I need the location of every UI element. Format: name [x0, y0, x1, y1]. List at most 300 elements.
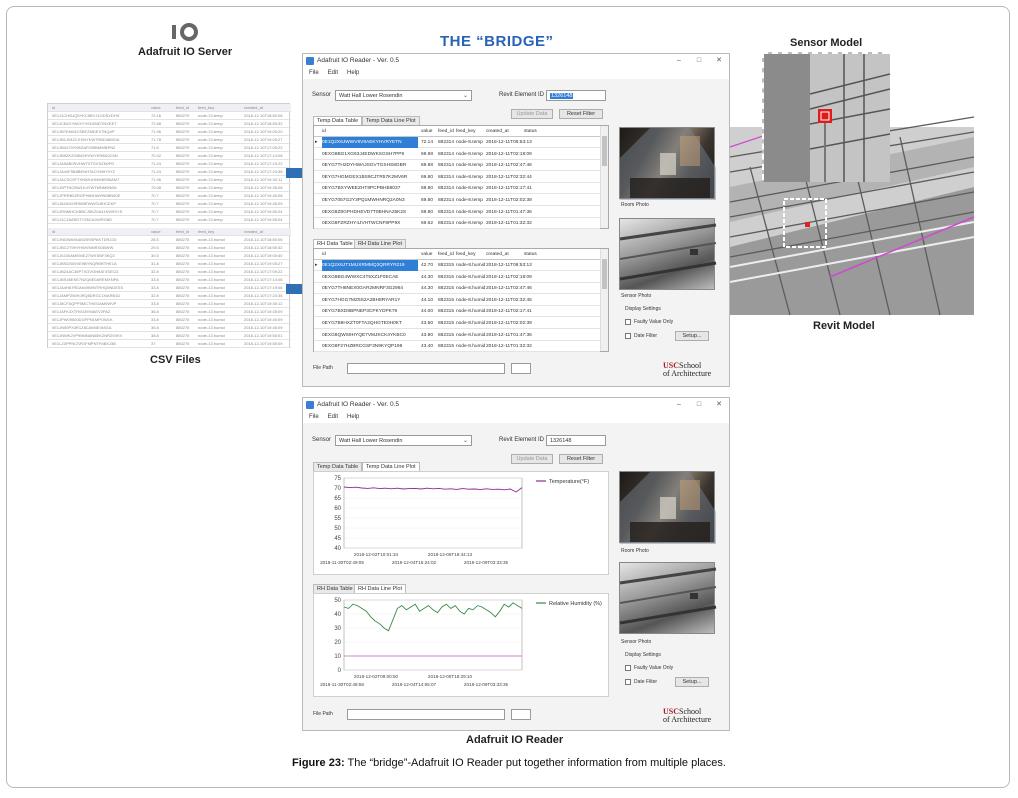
grid-cell[interactable]: 882314	[438, 163, 455, 169]
grid-cell[interactable]: node-8.temp	[456, 174, 483, 180]
table-row[interactable]	[314, 218, 600, 229]
csv-cell: 880270	[176, 145, 190, 150]
csv-row	[48, 300, 291, 308]
csv-cell: 0E1JA44F5B8BENHTAOYM9Y0YZ	[52, 169, 116, 174]
window-title: Adafruit IO Reader - Ver. 0.5	[317, 57, 400, 64]
grid-cell[interactable]: 43.50	[421, 321, 434, 326]
update-data-button[interactable]: Update Data	[511, 109, 553, 119]
grid-cell[interactable]: 2018-12-11T06:53:13	[486, 263, 532, 268]
csv-cell: 71.24	[151, 169, 162, 174]
scrollbar-thumb[interactable]	[602, 259, 607, 289]
table-row[interactable]	[314, 330, 600, 341]
date-filter-checkbox[interactable]	[625, 333, 631, 339]
csv-cell: 2018-12-10T17:24:38	[244, 169, 283, 174]
tab-rh-table[interactable]: RH Data Table	[313, 239, 357, 249]
reset-filter-button[interactable]: Reset Filter	[559, 109, 603, 119]
minimize-icon[interactable]: –	[677, 57, 681, 64]
csv-cell: node-13.humid	[198, 333, 225, 338]
csv-cell: 0E1JBZ4AC36PTXGVGN9AT4SECD	[52, 269, 119, 274]
grid-header-cell[interactable]: feed_key	[456, 252, 476, 257]
grid-cell[interactable]: 0EXG8BG1XG63J4EDWKSGSH7PP9	[322, 151, 405, 157]
csv-cell: 880270	[176, 129, 190, 134]
grid-cell[interactable]: 69.62	[421, 221, 434, 227]
grid-cell[interactable]: 69.80	[421, 198, 434, 203]
csv-cell: node-13.humid	[198, 301, 225, 306]
csv-cell: 2018-12-10T19:45:09	[244, 201, 283, 206]
csv-cell: 0E1J8CFAQPP5MCTHEGAM0WVP	[52, 301, 117, 306]
csv-cell: 2018-12-10T18:50:06	[244, 237, 283, 242]
csv-cell: 0E1JAFK3XTR0G8YMAEV2PA2	[52, 309, 111, 314]
menu-edit[interactable]: Edit	[327, 70, 339, 76]
grid-cell[interactable]: node-8.humid	[456, 263, 486, 268]
grid-cell[interactable]: node-8.temp	[456, 140, 483, 145]
grid-header-cell[interactable]: feed_id	[438, 252, 454, 257]
grid-cell[interactable]: 2018-12-11T02:17:41	[486, 309, 532, 315]
grid-cell[interactable]: node-8.temp	[456, 198, 483, 203]
date-filter-checkbox[interactable]	[625, 679, 631, 685]
grid-cell[interactable]: 69.98	[421, 163, 434, 169]
grid-cell[interactable]: 882314	[438, 198, 455, 203]
grid-cell[interactable]: 882315	[438, 309, 455, 315]
csv-cell: 70.7	[151, 201, 159, 206]
grid-cell[interactable]: node-8.humid	[456, 286, 486, 292]
table-row[interactable]	[314, 306, 600, 317]
room-photo	[619, 471, 715, 543]
grid-cell[interactable]: 43.90	[421, 332, 434, 338]
csv-row	[48, 112, 291, 120]
csv-cell: node-13.temp	[198, 161, 223, 166]
csv-files-label: CSV Files	[150, 354, 201, 366]
grid-cell[interactable]: 882315	[438, 321, 455, 326]
csv-cell: 2018-12-10T19:50:24	[244, 209, 283, 214]
csv-cell: 2018-12-10T17:09:22	[244, 269, 283, 274]
csv-cell: node-13.humid	[198, 261, 225, 266]
grid-cell[interactable]: 882314	[438, 186, 455, 192]
csv-cell: node-13.humid	[198, 285, 225, 290]
grid-cell[interactable]: 882315	[438, 274, 455, 280]
csv-cell: 70.7	[151, 209, 159, 214]
csv-cell: 2018-12-10T19:30:12	[244, 301, 283, 306]
table-row[interactable]	[314, 183, 600, 194]
csv-row	[48, 136, 291, 144]
grid-cell[interactable]: 44.00	[421, 309, 434, 315]
usc-logo-arch: of Architecture	[663, 369, 712, 378]
csv-cell: node-13.temp	[198, 145, 223, 150]
temp-data-grid[interactable]	[313, 125, 609, 229]
grid-scrollbar[interactable]	[600, 249, 608, 351]
csv-cell: 28.5	[151, 237, 159, 242]
caption-text: The “bridge”-Adafruit IO Reader put together information from multiple places.	[344, 757, 726, 769]
grid-cell[interactable]: 882314	[438, 209, 455, 215]
usc-logo-school: School	[679, 361, 702, 370]
grid-cell[interactable]: 2018-12-11T06:53:13	[486, 140, 532, 145]
browse-field[interactable]	[511, 363, 531, 374]
csv-cell: 70.7	[151, 217, 159, 222]
csv-cell: 880275	[176, 269, 190, 274]
x-tick-label: 2018-12-02T09:00:50	[353, 674, 399, 679]
scrollbar-thumb[interactable]	[602, 136, 607, 166]
csv-cell: 72.58	[151, 121, 162, 126]
grid-cell[interactable]: 44.30	[421, 286, 434, 292]
grid-cell[interactable]: 882314	[438, 221, 455, 227]
legend-label: Relative Humidity (%)	[549, 601, 602, 607]
grid-cell[interactable]: 69.80	[421, 209, 434, 215]
csv-cell: 2018-12-10T17:09:22	[244, 145, 283, 150]
sensor-label: Sensor	[312, 437, 332, 443]
app-icon	[306, 57, 314, 65]
csv-cell: value	[151, 105, 161, 110]
csv-cell: 880275	[176, 341, 190, 346]
csv-row	[48, 332, 291, 340]
grid-cell[interactable]: 882315	[438, 332, 455, 338]
csv-cell: 0E1JPW09500DGFPN1MPOW1K	[52, 317, 113, 322]
revit-id-label: Revit Element ID	[499, 437, 545, 443]
grid-cell[interactable]: node-8.humid	[456, 274, 486, 280]
grid-header-cell[interactable]: status	[524, 252, 537, 257]
csv-cell: 880275	[176, 309, 190, 314]
update-data-button[interactable]: Update Data	[511, 454, 553, 464]
csv-cell: node-13.temp	[198, 169, 223, 174]
rh-line-plot	[313, 593, 609, 697]
csv-cell: 880270	[176, 169, 190, 174]
y-tick-label: 70	[334, 486, 341, 492]
grid-header-cell[interactable]: feed_key	[456, 129, 476, 134]
csv-cell: 880275	[176, 317, 190, 322]
grid-header-row	[314, 126, 600, 137]
menu-help[interactable]: Help	[347, 70, 360, 76]
csv-cell: feed_key	[198, 105, 215, 110]
reader-label: Adafruit IO Reader	[466, 734, 564, 746]
grid-cell[interactable]: 2018-12-11T02:17:41	[486, 186, 532, 192]
revit-id-field[interactable]	[546, 435, 606, 446]
csv-cell: 71.96	[151, 129, 162, 134]
csv-cell: 32.8	[151, 269, 159, 274]
grid-scrollbar[interactable]	[600, 126, 608, 228]
csv-cell: 71.6	[151, 145, 159, 150]
csv-cell: 70.08	[151, 185, 162, 190]
grid-cell[interactable]: node-8.temp	[456, 151, 483, 157]
usc-logo	[663, 362, 711, 378]
file-path-field[interactable]	[347, 709, 505, 720]
y-tick-label: 0	[337, 668, 341, 674]
csv-header-row	[48, 104, 291, 112]
grid-cell[interactable]: 882315	[438, 297, 455, 303]
csv-cell: node-13.temp	[198, 153, 223, 158]
grid-cell[interactable]: 2018-12-11T02:02:39	[486, 321, 532, 326]
csv-cell: 0E1JBSDS09XE9BYNQRBRTHE1A	[52, 261, 117, 266]
sensor-photo-image	[620, 563, 716, 635]
close-icon[interactable]: ✕	[716, 57, 722, 64]
revit-id-label: Revit Element ID	[499, 92, 545, 98]
row-pointer-icon: ▸	[315, 263, 318, 268]
csv-cell: 2018-12-10T17:14:08	[244, 277, 283, 282]
grid-cell[interactable]: 2018-12-11T02:18:09	[486, 274, 532, 280]
csv-cell: 2018-12-10T17:19:22	[244, 161, 283, 166]
tab-rh-plot[interactable]: RH Data Line Plot	[354, 584, 406, 594]
table-row[interactable]	[314, 207, 600, 218]
csv-cell: 71.24	[151, 161, 162, 166]
csv-cell: 880270	[176, 121, 190, 126]
grid-cell[interactable]: node-8.temp	[456, 221, 483, 227]
grid-cell[interactable]: 0EXG8QWS9HYQE7VMJKCK4YKBC0	[322, 332, 406, 338]
csv-cell: 880270	[176, 201, 190, 206]
grid-cell[interactable]: 43.40	[421, 344, 434, 350]
table-row[interactable]	[314, 295, 600, 306]
grid-cell[interactable]: 2018-12-11T02:47:46	[486, 286, 532, 292]
room-photo	[619, 127, 715, 199]
csv-cell: 2018-12-10T19:55:04	[244, 217, 283, 222]
csv-cell: 29.5	[151, 245, 159, 250]
grid-cell[interactable]: 2018-12-11T01:32:32	[486, 221, 532, 227]
csv-cell: 0E1JB0479YKBSAF039BMWBPN2	[52, 145, 116, 150]
grid-cell[interactable]: 882315	[438, 286, 455, 292]
grid-cell[interactable]: 44.30	[421, 274, 434, 280]
csv-cell: 0E1JNDWA94AM25SSPAKTDRJ2D	[52, 237, 117, 242]
sensor-value: Watt Hall Lower Rosendin	[339, 438, 403, 444]
table-row[interactable]	[314, 341, 600, 352]
tab-temp-plot[interactable]: Temp Data Line Plot	[362, 116, 420, 125]
tab-rh-plot[interactable]: RH Data Line Plot	[354, 239, 406, 248]
y-tick-label: 50	[334, 526, 341, 532]
grid-cell[interactable]: 2018-12-11T02:32:45	[486, 297, 532, 303]
grid-header-cell[interactable]: feed_id	[438, 129, 454, 134]
reset-filter-button[interactable]: Reset Filter	[559, 454, 603, 464]
x-tick-label: 2018-12-02T10:01:34	[353, 552, 399, 557]
sensor-select[interactable]	[335, 435, 472, 446]
grid-header-row	[314, 249, 600, 260]
grid-cell[interactable]: 2018-12-11T01:32:32	[486, 344, 532, 350]
temp-chart-svg	[314, 472, 610, 576]
grid-header-cell[interactable]: value	[421, 129, 433, 134]
csv-cell: 880270	[176, 137, 190, 142]
grid-cell[interactable]: 0EYG7BXYWEEZHT8PCPBHB8037	[322, 186, 401, 192]
grid-cell[interactable]: 882315	[438, 344, 455, 350]
grid-cell[interactable]: 2018-12-11T02:32:44	[486, 174, 532, 180]
setup-button[interactable]: Setup...	[675, 677, 709, 687]
grid-cell[interactable]: node-8.temp	[456, 209, 483, 215]
grid-cell[interactable]: node-8.humid	[456, 344, 486, 350]
rh-chart-svg	[314, 594, 610, 698]
grid-cell[interactable]: 0EYG7BXD8BPNEP3CPKYDPK79	[322, 309, 398, 315]
faulty-checkbox[interactable]	[625, 319, 631, 325]
csv-cell: 2018-12-10T17:19:08	[244, 285, 283, 290]
window-titlebar	[303, 398, 729, 412]
grid-header-cell[interactable]: id	[322, 252, 326, 257]
setup-button[interactable]: Setup...	[675, 331, 709, 341]
grid-cell[interactable]: 2018-12-11T01:47:36	[486, 209, 532, 215]
csv-cell: 0E1JA4H67RDAN49WNTRHQ0NDESS	[52, 285, 124, 290]
grid-cell[interactable]: 0EYG7TH2DYHWAJSGVTGSHS8GBR	[322, 163, 407, 169]
maximize-icon[interactable]: □	[696, 57, 702, 64]
csv-files-panel	[47, 103, 290, 348]
grid-cell[interactable]: node-8.temp	[456, 163, 483, 169]
x-tick-label: 2018-12-04T15:24:02	[391, 560, 437, 565]
table-row[interactable]	[314, 260, 600, 271]
csv-cell: node-13.humid	[198, 277, 225, 282]
file-path-field[interactable]	[347, 363, 505, 374]
csv-cell: 38.8	[151, 333, 159, 338]
grid-cell[interactable]: 882315	[438, 263, 455, 268]
grid-cell[interactable]: 69.80	[421, 174, 434, 180]
csv-cell: 2018-12-10T18:55:32	[244, 245, 283, 250]
csv-cell: 0E1JPRRB0ZRGPH60HWHN5BN90E	[52, 193, 121, 198]
menu-file[interactable]: File	[309, 414, 319, 420]
grid-cell[interactable]: 882314	[438, 151, 455, 157]
x-tick-label: 2018-12-09T03:33:35	[463, 682, 509, 687]
csv-cell: 880275	[176, 333, 190, 338]
table-row[interactable]	[314, 272, 600, 283]
sensor-photo	[619, 562, 715, 634]
csv-cell: 2018-12-10T19:00:40	[244, 253, 283, 258]
csv-cell: 880275	[176, 245, 190, 250]
csv-cell: node-13.temp	[198, 209, 223, 214]
grid-cell[interactable]: 882314	[438, 140, 455, 145]
grid-cell[interactable]: 2018-12-11T02:47:46	[486, 163, 532, 169]
grid-cell[interactable]: 0EYG7057G2Y3PQ1MWHNRQ2A0N3	[322, 198, 405, 203]
grid-cell[interactable]: 0EXG8FZRZHY4JVHTWCNF8PP9X	[322, 221, 401, 227]
caption-bold: Figure 23:	[292, 757, 345, 769]
menu-help[interactable]: Help	[347, 414, 360, 420]
grid-cell[interactable]: 72.14	[421, 140, 434, 145]
table-row[interactable]	[314, 318, 600, 329]
table-row[interactable]	[314, 195, 600, 206]
grid-cell[interactable]: node-8.humid	[456, 297, 486, 303]
csv-row	[48, 268, 291, 276]
csv-cell: 2018-12-10T19:05:27	[244, 261, 283, 266]
grid-cell[interactable]: 0EXG8F27HZBRCGSF3N9KYQP198	[322, 344, 403, 350]
grid-cell[interactable]: node-8.humid	[456, 309, 486, 315]
grid-header-cell[interactable]: value	[421, 252, 433, 257]
csv-cell: node-13.temp	[198, 185, 223, 190]
csv-cell: feed_id	[176, 229, 190, 234]
csv-cell: 2018-12-10T17:14:08	[244, 153, 283, 158]
grid-header-cell[interactable]: id	[322, 129, 326, 134]
csv-cell: 2018-12-10T19:40:09	[244, 317, 283, 322]
csv-cell: 71.78	[151, 137, 162, 142]
grid-header-cell[interactable]: created_at	[486, 129, 509, 134]
csv-cell: 30.5	[151, 253, 159, 258]
csv-cell: 2018-12-10T19:35:08	[244, 185, 283, 190]
menu-bar	[303, 68, 729, 79]
csv-cell: node-13.temp	[198, 193, 223, 198]
grid-header-cell[interactable]: created_at	[486, 252, 509, 257]
csv-cell: created_at	[244, 105, 263, 110]
tab-temp-table[interactable]: Temp Data Table	[313, 116, 362, 126]
grid-cell[interactable]: 0EYG7TH8NEX0GAR2MNRF3G2964	[322, 286, 404, 292]
csv-row	[48, 244, 291, 252]
grid-cell[interactable]: 0E1Q2X6JT1MUXRMMQ3QRRYR219	[322, 260, 418, 271]
tab-temp-plot[interactable]: Temp Data Line Plot	[362, 462, 420, 472]
grid-header-cell[interactable]: status	[524, 129, 537, 134]
date-filter-label: Date Filter	[634, 679, 658, 685]
table-row[interactable]	[314, 160, 600, 171]
revit-id-value: 1326148	[551, 93, 573, 99]
csv-header-row	[48, 228, 291, 236]
faulty-checkbox[interactable]	[625, 665, 631, 671]
grid-cell[interactable]: 2018-12-11T01:47:36	[486, 332, 532, 338]
x-tick-label: 2018-12-09T03:33:35	[463, 560, 509, 565]
csv-cell: 2018-12-10T18:50:06	[244, 113, 283, 118]
csv-row	[48, 252, 291, 260]
csv-cell: 33.8	[151, 301, 159, 306]
rh-data-grid[interactable]	[313, 248, 609, 352]
window-titlebar	[303, 54, 729, 68]
grid-cell[interactable]: 42.70	[421, 263, 434, 268]
close-icon[interactable]: ✕	[716, 401, 722, 408]
room-photo-label: Room Photo	[621, 202, 649, 208]
csv-cell: node-13.temp	[198, 201, 223, 206]
csv-cell: node-13.temp	[198, 137, 223, 142]
maximize-icon[interactable]: □	[696, 401, 702, 408]
csv-cell: 880275	[176, 325, 190, 330]
csv-cell: node-13.humid	[198, 237, 225, 242]
csv-cell: 0E1LZ3PPNCSFDFMPNTF6BXJ3B	[52, 341, 116, 346]
csv-cell: 880270	[176, 217, 190, 222]
csv-cell: feed_id	[176, 105, 190, 110]
grid-cell[interactable]: 0EYG7HGG7MZ5S2A2BH8RYAR1Y	[322, 297, 401, 303]
csv-cell: node-13.temp	[198, 177, 223, 182]
csv-cell: 0E1J1CH0UQ5YKC5BYJ1GDSXDHS	[52, 113, 120, 118]
room-photo-label: Room Photo	[621, 548, 649, 554]
csv-cell: 0E1JA9AB0SVHWT0TGVSZN0PD	[52, 161, 115, 166]
sensor-select[interactable]	[335, 90, 472, 101]
grid-cell[interactable]: 0EYG7B9HXZT0FTA2QHGTE0H0KT	[322, 321, 402, 326]
csv-cell: 880275	[176, 277, 190, 282]
grid-cell[interactable]: 69.80	[421, 186, 434, 192]
tab-temp-table[interactable]: Temp Data Table	[313, 462, 362, 471]
sensor-photo-label: Sensor Photo	[621, 639, 652, 645]
grid-cell[interactable]: 69.98	[421, 151, 434, 157]
table-row[interactable]	[314, 137, 600, 148]
csv-row	[48, 120, 291, 128]
csv-cell: 31.8	[151, 261, 159, 266]
csv-cell: 70.42	[151, 153, 162, 158]
grid-cell[interactable]: 2018-12-11T02:02:38	[486, 198, 532, 203]
csv-cell: value	[151, 229, 161, 234]
grid-cell[interactable]: node-8.humid	[456, 321, 486, 326]
revit-id-field[interactable]	[546, 90, 606, 101]
usc-logo-usc: USC	[663, 707, 680, 716]
csv-cell: 0E1J1CZA8SDTYZ6CAXWRG8D	[52, 217, 113, 222]
csv-cell: 71.96	[151, 177, 162, 182]
table-row[interactable]	[314, 149, 600, 160]
browse-field[interactable]	[511, 709, 531, 720]
minimize-icon[interactable]: –	[677, 401, 681, 408]
grid-cell[interactable]: 44.10	[421, 297, 434, 303]
menu-edit[interactable]: Edit	[327, 414, 339, 420]
y-tick-label: 75	[334, 476, 341, 482]
grid-cell[interactable]: node-8.humid	[456, 332, 486, 338]
grid-cell[interactable]: 2018-12-11T02:18:09	[486, 151, 532, 157]
csv-row	[48, 236, 291, 244]
table-row[interactable]	[314, 172, 600, 183]
csv-cell: 33.8	[151, 285, 159, 290]
grid-cell[interactable]: 0EXG8Z8GPHDHEVD7T0BHNA25K2S	[322, 209, 407, 215]
grid-cell[interactable]: node-8.temp	[456, 186, 483, 192]
chevron-down-icon: ⌄	[462, 438, 468, 444]
table-row[interactable]	[314, 283, 600, 294]
row-pointer-icon: ▸	[315, 140, 318, 145]
grid-cell[interactable]: 0EXG8BG4WWXC4T5XZ1F0ECAE	[322, 274, 399, 280]
tab-rh-table[interactable]: RH Data Table	[313, 584, 357, 593]
grid-cell[interactable]: 882314	[438, 174, 455, 180]
grid-cell[interactable]: 0E1Q2X6JWWV9V9AEKYHVRYETN	[322, 137, 418, 148]
sensor-photo-image	[620, 219, 716, 291]
menu-file[interactable]: File	[309, 70, 319, 76]
grid-cell[interactable]: 0EYG7HGMGEX1BS9CJTR57K2MV6R	[322, 174, 408, 180]
csv-cell: 2018-12-10T19:40:08	[244, 193, 283, 198]
csv-cell: 0E1JN59PX3R1Z8CAM4EXI8GA	[52, 325, 112, 330]
